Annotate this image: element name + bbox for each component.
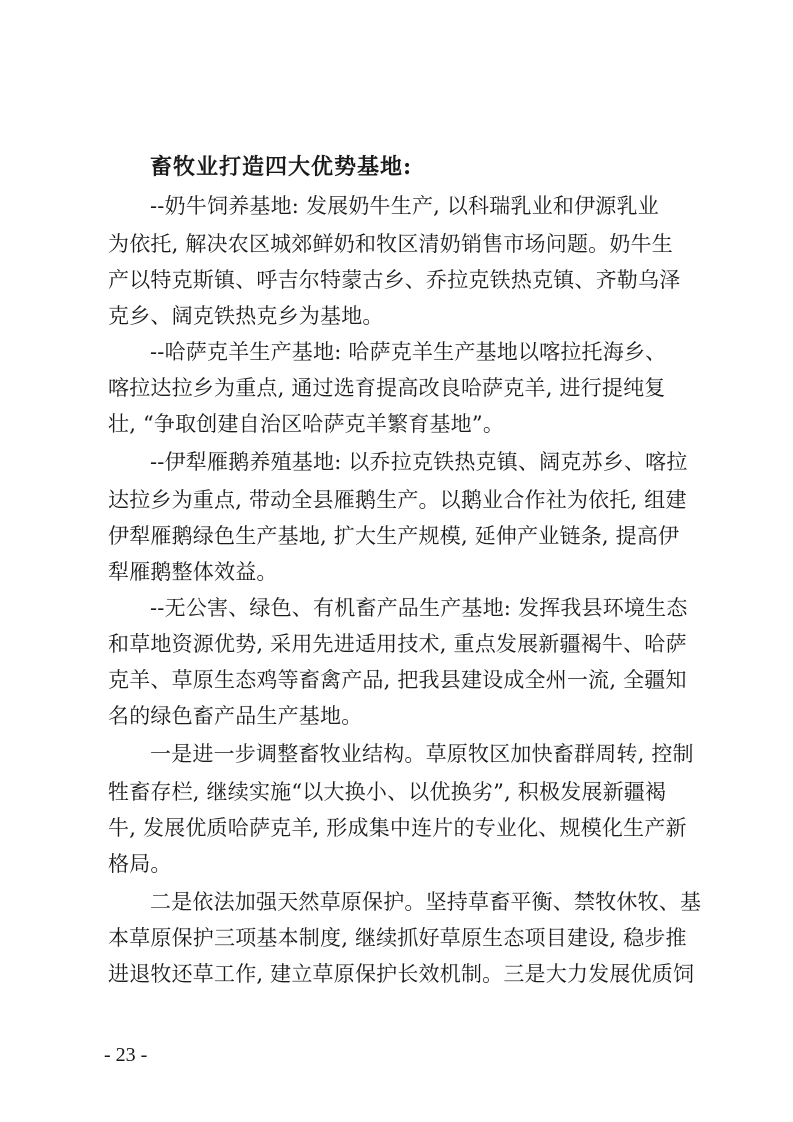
text-line: 进退牧还草工作, 建立草原保护长效机制。三是大力发展优质饲: [108, 962, 695, 986]
text-line: 二是依法加强天然草原保护。坚持草畜平衡、禁牧休牧、基: [150, 890, 702, 914]
text-line: 和草地资源优势, 采用先进适用技术, 重点发展新疆褐牛、哈萨: [108, 632, 687, 656]
text-line: 喀拉达拉乡为重点, 通过选育提高改良哈萨克羊, 进行提纯复: [108, 376, 666, 400]
text-line: 伊犁雁鹅绿色生产基地, 扩大生产规模, 延伸产业链条, 提高伊: [108, 524, 680, 548]
text-line: --伊犁雁鹅养殖基地: 以乔拉克铁热克镇、阔克苏乡、喀拉: [150, 450, 688, 474]
text-line: 本草原保护三项基本制度, 继续抓好草原生态项目建设, 稳步推: [108, 926, 687, 950]
text-line: 牲畜存栏, 继续实施“以大换小、以优换劣”, 积极发展新疆褐: [108, 780, 667, 804]
text-line: --奶牛饲养基地: 发展奶牛生产, 以科瑞乳业和伊源乳业: [150, 194, 659, 218]
text-line: 克羊、草原生态鸡等畜禽产品, 把我县建设成全州一流, 全疆知: [108, 668, 687, 692]
text-line: 犁雁鹅整体效益。: [108, 560, 278, 584]
text-line: 达拉乡为重点, 带动全县雁鹅生产。以鹅业合作社为依托, 组建: [108, 488, 687, 512]
text-line: 克乡、阔克铁热克乡为基地。: [108, 304, 384, 328]
text-line: 名的绿色畜产品生产基地。: [108, 704, 363, 728]
page-number: - 23 -: [104, 1044, 148, 1066]
text-line: 为依托, 解决农区城郊鲜奶和牧区清奶销售市场问题。奶牛生: [108, 232, 673, 256]
text-line: 一是进一步调整畜牧业结构。草原牧区加快畜群周转, 控制: [150, 742, 694, 766]
text-line: --无公害、绿色、有机畜产品生产基地: 发挥我县环境生态: [150, 596, 688, 620]
section-heading: 畜牧业打造四大优势基地:: [150, 154, 413, 180]
text-line: 壮, “争取创建自治区哈萨克羊繁育基地”。: [108, 412, 505, 436]
text-line: --哈萨克羊生产基地: 哈萨克羊生产基地以喀拉托海乡、: [150, 340, 667, 364]
text-line: 牛, 发展优质哈萨克羊, 形成集中连片的专业化、规模化生产新: [108, 816, 687, 840]
text-line: 格局。: [108, 852, 172, 876]
text-line: 产以特克斯镇、呼吉尔特蒙古乡、乔拉克铁热克镇、齐勒乌泽: [108, 268, 681, 292]
